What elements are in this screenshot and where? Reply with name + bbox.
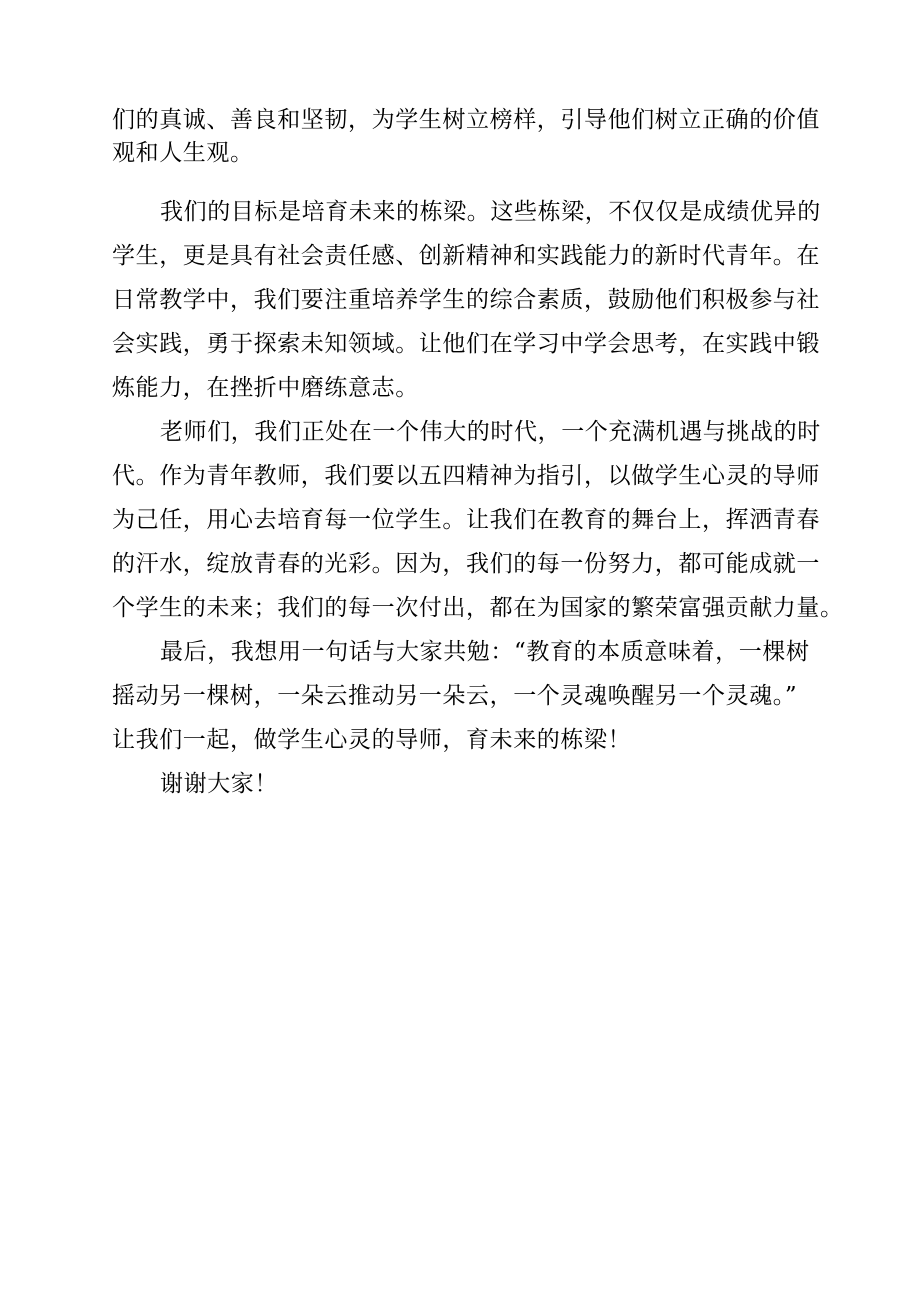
document-body — [112, 104, 844, 806]
paragraph-era — [112, 410, 844, 630]
text-line: 学生，更是具有社会责任感、创新精神和实践能力的新时代青年。在 — [112, 243, 820, 269]
text-line: 谢谢大家！ — [160, 771, 278, 797]
text-line: 我们的目标是培育未来的栋梁。这些栋梁，不仅仅是成绩优异的 — [160, 199, 821, 225]
text-line: 让我们一起，做学生心灵的导师，育未来的栋梁！ — [112, 727, 632, 753]
text-line: 们的真诚、善良和坚韧，为学生树立榜样，引导他们树立正确的价值 — [112, 107, 820, 133]
text-line: 代。作为青年教师，我们要以五四精神为指引，以做学生心灵的导师 — [112, 463, 820, 489]
text-line: 会实践，勇于探索未知领域。让他们在学习中学会思考，在实践中锻 — [112, 331, 820, 357]
paragraph-thanks — [112, 762, 822, 806]
text-line: 个学生的未来；我们的每一次付出，都在为国家的繁荣富强贡献力量。 — [112, 595, 844, 621]
text-line: 老师们，我们正处在一个伟大的时代，一个充满机遇与挑战的时 — [160, 419, 821, 445]
paragraph-continuation — [112, 104, 822, 170]
text-line: 观和人生观。 — [112, 140, 254, 166]
text-line: 日常教学中，我们要注重培养学生的综合素质，鼓励他们积极参与社 — [112, 287, 820, 313]
text-line: 的汗水，绽放青春的光彩。因为，我们的每一份努力，都可能成就一 — [112, 551, 820, 577]
text-line: 为己任，用心去培育每一位学生。让我们在教育的舞台上，挥洒青春 — [112, 507, 820, 533]
text-line: 摇动另一棵树，一朵云推动另一朵云，一个灵魂唤醒另一个灵魂。” — [112, 683, 798, 709]
text-line: 炼能力，在挫折中磨练意志。 — [112, 375, 419, 401]
paragraph-goal — [112, 190, 822, 410]
paragraph-closing-quote — [112, 630, 822, 762]
text-line: 最后，我想用一句话与大家共勉：“教育的本质意味着，一棵树 — [160, 639, 810, 665]
